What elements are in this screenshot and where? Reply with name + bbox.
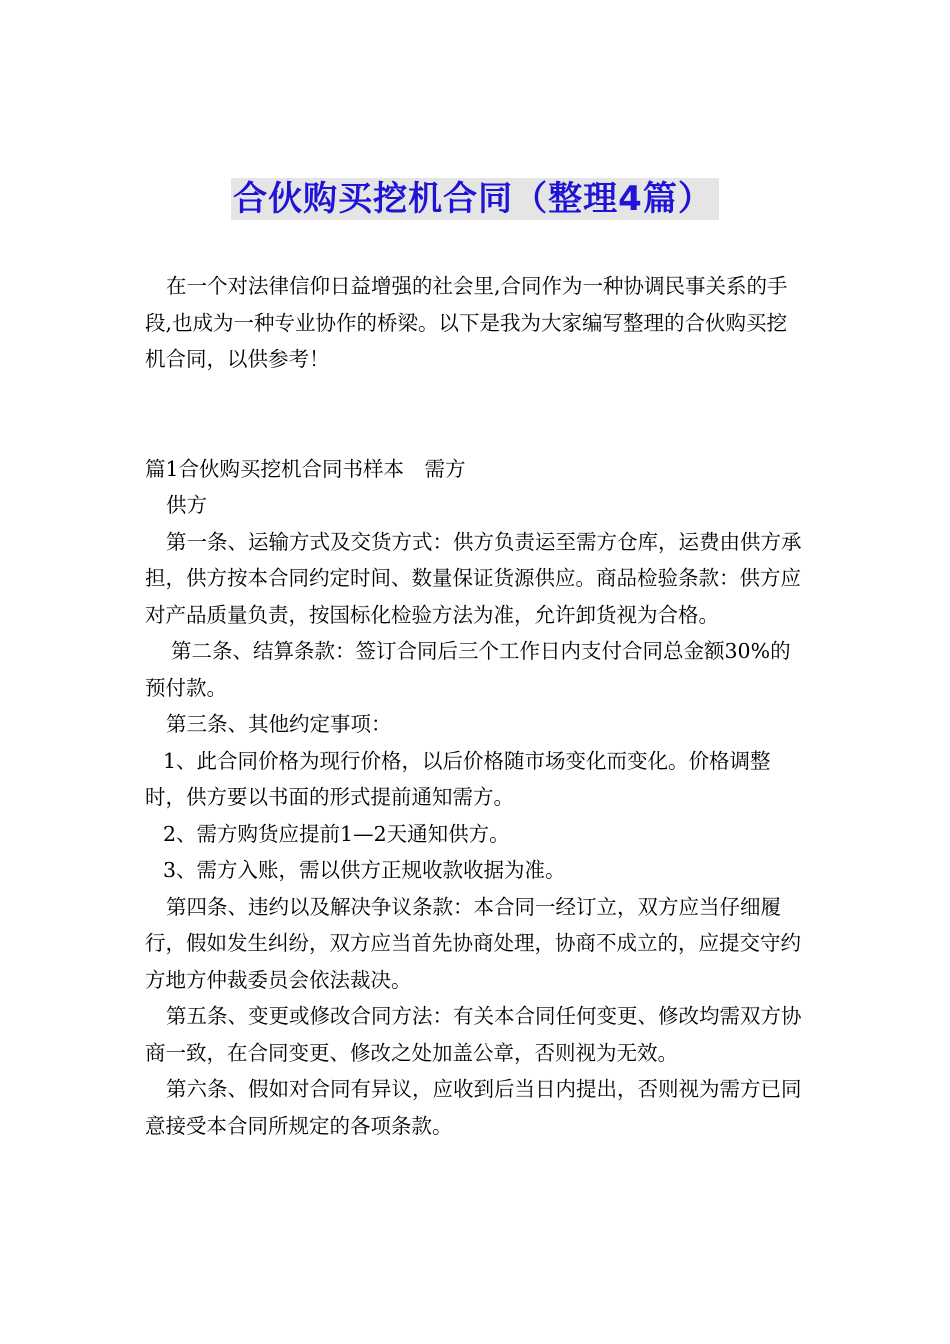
clause-2: 第二条、结算条款：签订合同后三个工作日内支付合同总金额30%的预付款。 bbox=[145, 639, 791, 700]
clause-6: 第六条、假如对合同有异议，应收到后当日内提出，否则视为需方已同意接受本合同所规定的各项条款。 bbox=[145, 1077, 802, 1138]
section-heading: 篇1合伙购买挖机合同书样本 需方 bbox=[145, 456, 466, 481]
clause-3: 第三条、其他约定事项： bbox=[166, 712, 392, 736]
intro-paragraph: 在一个对法律信仰日益增强的社会里,合同作为一种协调民事关系的手段,也成为一种专业协作的桥梁。以下是我为大家编写整理的合伙购买挖机合同，以供参考！ bbox=[145, 274, 788, 371]
clause-4: 第四条、违约以及解决争议条款：本合同一经订立，双方应当仔细履行，假如发生纠纷，双方应当首先协商处理，协商不成立的，应提交守约方地方仲裁委员会依法裁决。 bbox=[145, 894, 801, 992]
document-body bbox=[145, 268, 805, 1144]
clause-3-item-2: 2、需方购货应提前1—2天通知供方。 bbox=[163, 821, 510, 846]
clause-3-item-3: 3、需方入账，需以供方正规收款收据为准。 bbox=[163, 858, 566, 882]
paragraph-spacer bbox=[145, 378, 805, 451]
title-container bbox=[0, 178, 950, 220]
document-title: 合伙购买挖机合同（整理4篇） bbox=[231, 178, 719, 220]
clause-5: 第五条、变更或修改合同方法：有关本合同任何变更、修改均需双方协商一致，在合同变更、修改之处加盖公章，否则视为无效。 bbox=[145, 1004, 802, 1065]
supplier-label: 供方 bbox=[166, 493, 207, 517]
clause-3-item-1: 1、此合同价格为现行价格，以后价格随市场变化而变化。价格调整时，供方要以书面的形式提前通知需方。 bbox=[145, 748, 771, 809]
clause-1: 第一条、运输方式及交货方式：供方负责运至需方仓库，运费由供方承担，供方按本合同约定时间、数量保证货源供应。商品检验条款：供方应对产品质量负责，按国标化检验方法为准，允许卸货视为合格。 bbox=[145, 529, 802, 627]
